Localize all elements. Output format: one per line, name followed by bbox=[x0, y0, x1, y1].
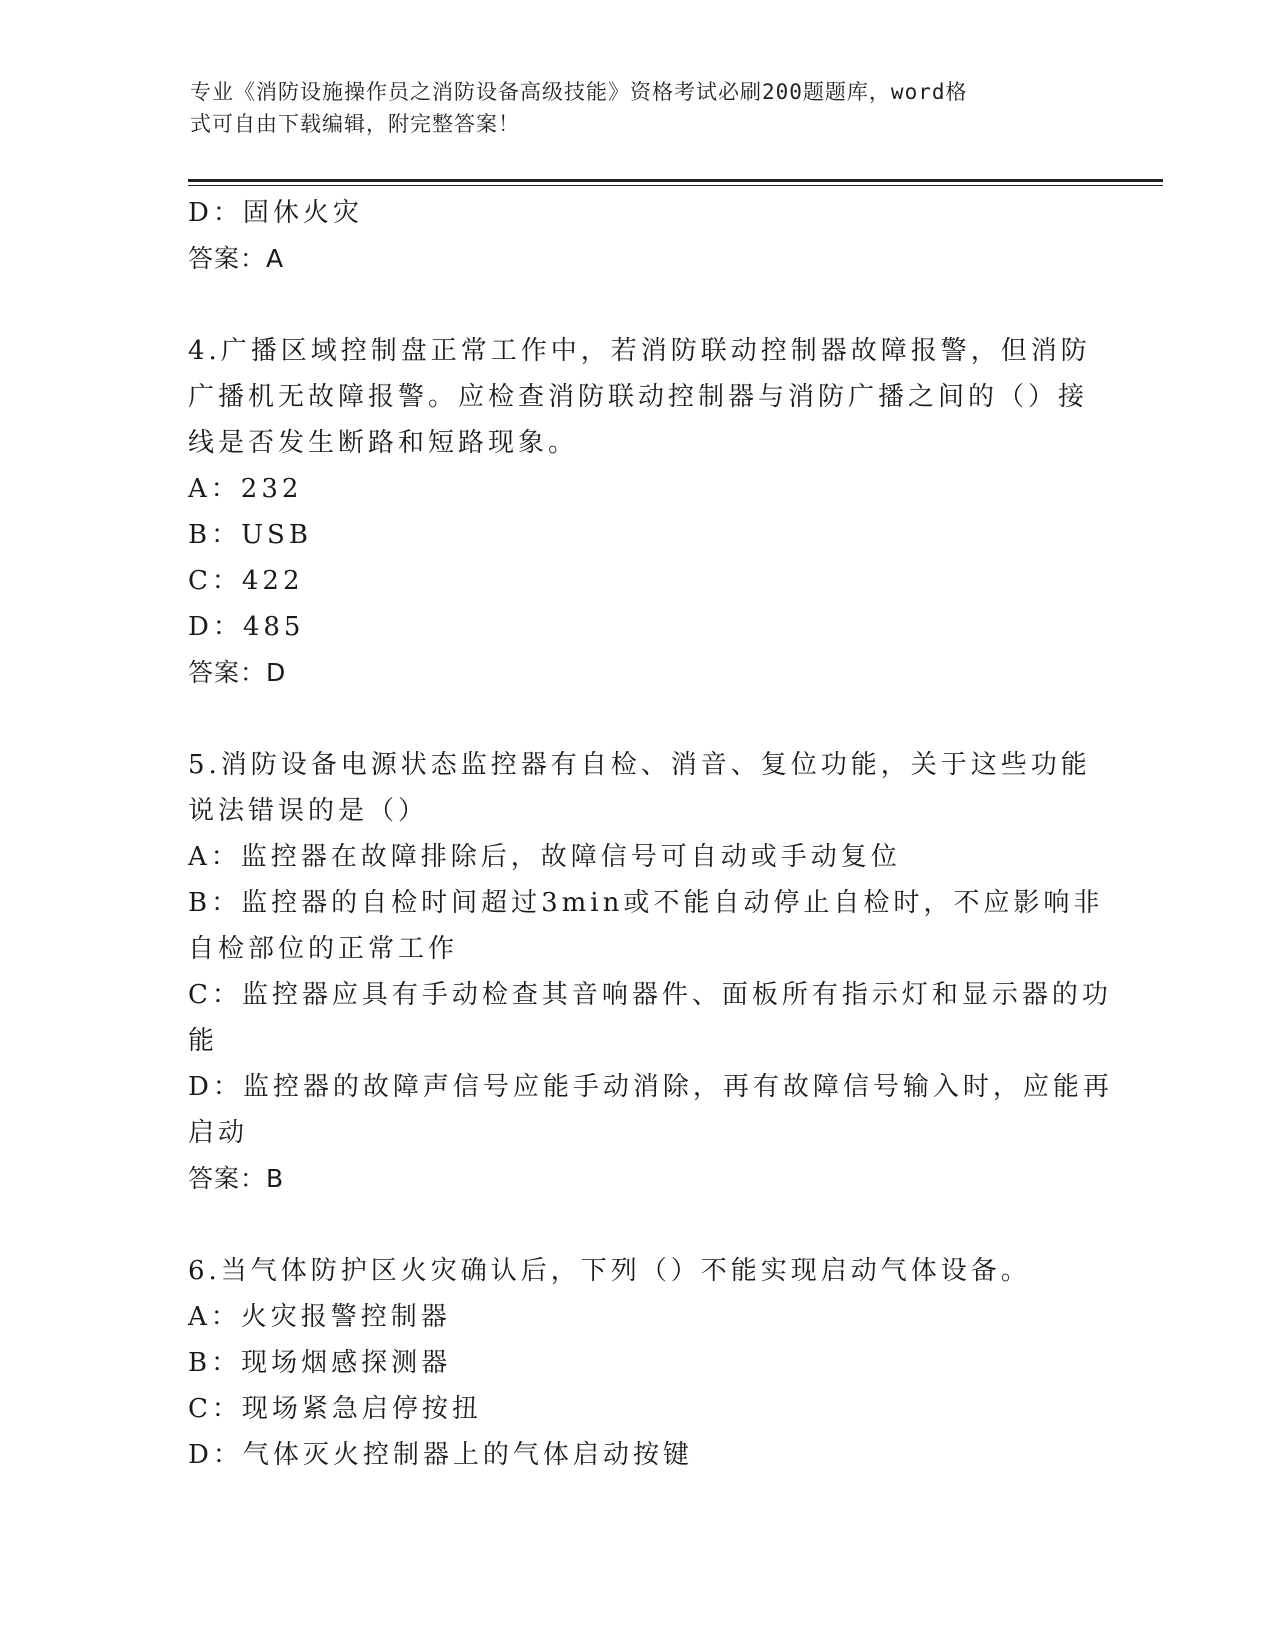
spacer bbox=[188, 282, 1088, 328]
header-rule-thin bbox=[188, 185, 1163, 186]
q4-option-d: D：485 bbox=[188, 612, 305, 642]
q3-answer: 答案：A bbox=[188, 244, 285, 273]
q4-option-a: A：232 bbox=[188, 474, 303, 504]
q4-option-b: B：USB bbox=[188, 520, 312, 550]
q3-option-d: D：固休火灾 bbox=[188, 198, 363, 228]
q5-option-d-line-1: D：监控器的故障声信号应能手动消除，再有故障信号输入时，应能再 bbox=[188, 1072, 1113, 1102]
question-4 bbox=[188, 328, 1091, 696]
document-header bbox=[190, 76, 1090, 140]
spacer bbox=[188, 1202, 1088, 1248]
header-line-1: 专业《消防设施操作员之消防设备高级技能》资格考试必刷200题题库，word格 bbox=[190, 80, 968, 104]
q6-option-c: C：现场紧急启停按扭 bbox=[188, 1394, 482, 1424]
q5-option-c-line-1: C：监控器应具有手动检查其音响器件、面板所有指示灯和显示器的功 bbox=[188, 980, 1112, 1010]
question-5 bbox=[188, 742, 1113, 1202]
question-3-tail bbox=[188, 190, 1088, 282]
question-6 bbox=[188, 1248, 1088, 1478]
q4-answer: 答案：D bbox=[188, 658, 287, 687]
q5-answer: 答案：B bbox=[188, 1164, 285, 1193]
q6-option-d: D：气体灭火控制器上的气体启动按键 bbox=[188, 1440, 693, 1470]
q5-option-a: A：监控器在故障排除后，故障信号可自动或手动复位 bbox=[188, 842, 901, 872]
spacer bbox=[188, 696, 1088, 742]
q6-stem: 6.当气体防护区火灾确认后，下列（）不能实现启动气体设备。 bbox=[188, 1256, 1031, 1286]
q5-stem-line-1: 5.消防设备电源状态监控器有自检、消音、复位功能，关于这些功能 bbox=[188, 750, 1091, 780]
q5-option-d-line-2: 启动 bbox=[188, 1118, 249, 1148]
q5-option-c-line-2: 能 bbox=[188, 1026, 219, 1056]
q5-option-b-line-2: 自检部位的正常工作 bbox=[188, 934, 459, 964]
header-line-2: 式可自由下载编辑，附完整答案！ bbox=[190, 112, 520, 136]
q6-option-b: B：现场烟感探测器 bbox=[188, 1348, 452, 1378]
q4-option-c: C：422 bbox=[188, 566, 304, 596]
q5-option-b-line-1: B：监控器的自检时间超过3min或不能自动停止自检时，不应影响非 bbox=[188, 888, 1104, 918]
q5-stem-line-2: 说法错误的是（） bbox=[188, 796, 429, 826]
header-rule-thick bbox=[188, 179, 1163, 182]
q4-stem-line-1: 4.广播区域控制盘正常工作中，若消防联动控制器故障报警，但消防 bbox=[188, 336, 1091, 366]
question-content bbox=[188, 190, 1113, 1478]
q4-stem-line-3: 线是否发生断路和短路现象。 bbox=[188, 428, 579, 458]
q6-option-a: A：火灾报警控制器 bbox=[188, 1302, 451, 1332]
q4-stem-line-2: 广播机无故障报警。应检查消防联动控制器与消防广播之间的（）接 bbox=[188, 382, 1089, 412]
